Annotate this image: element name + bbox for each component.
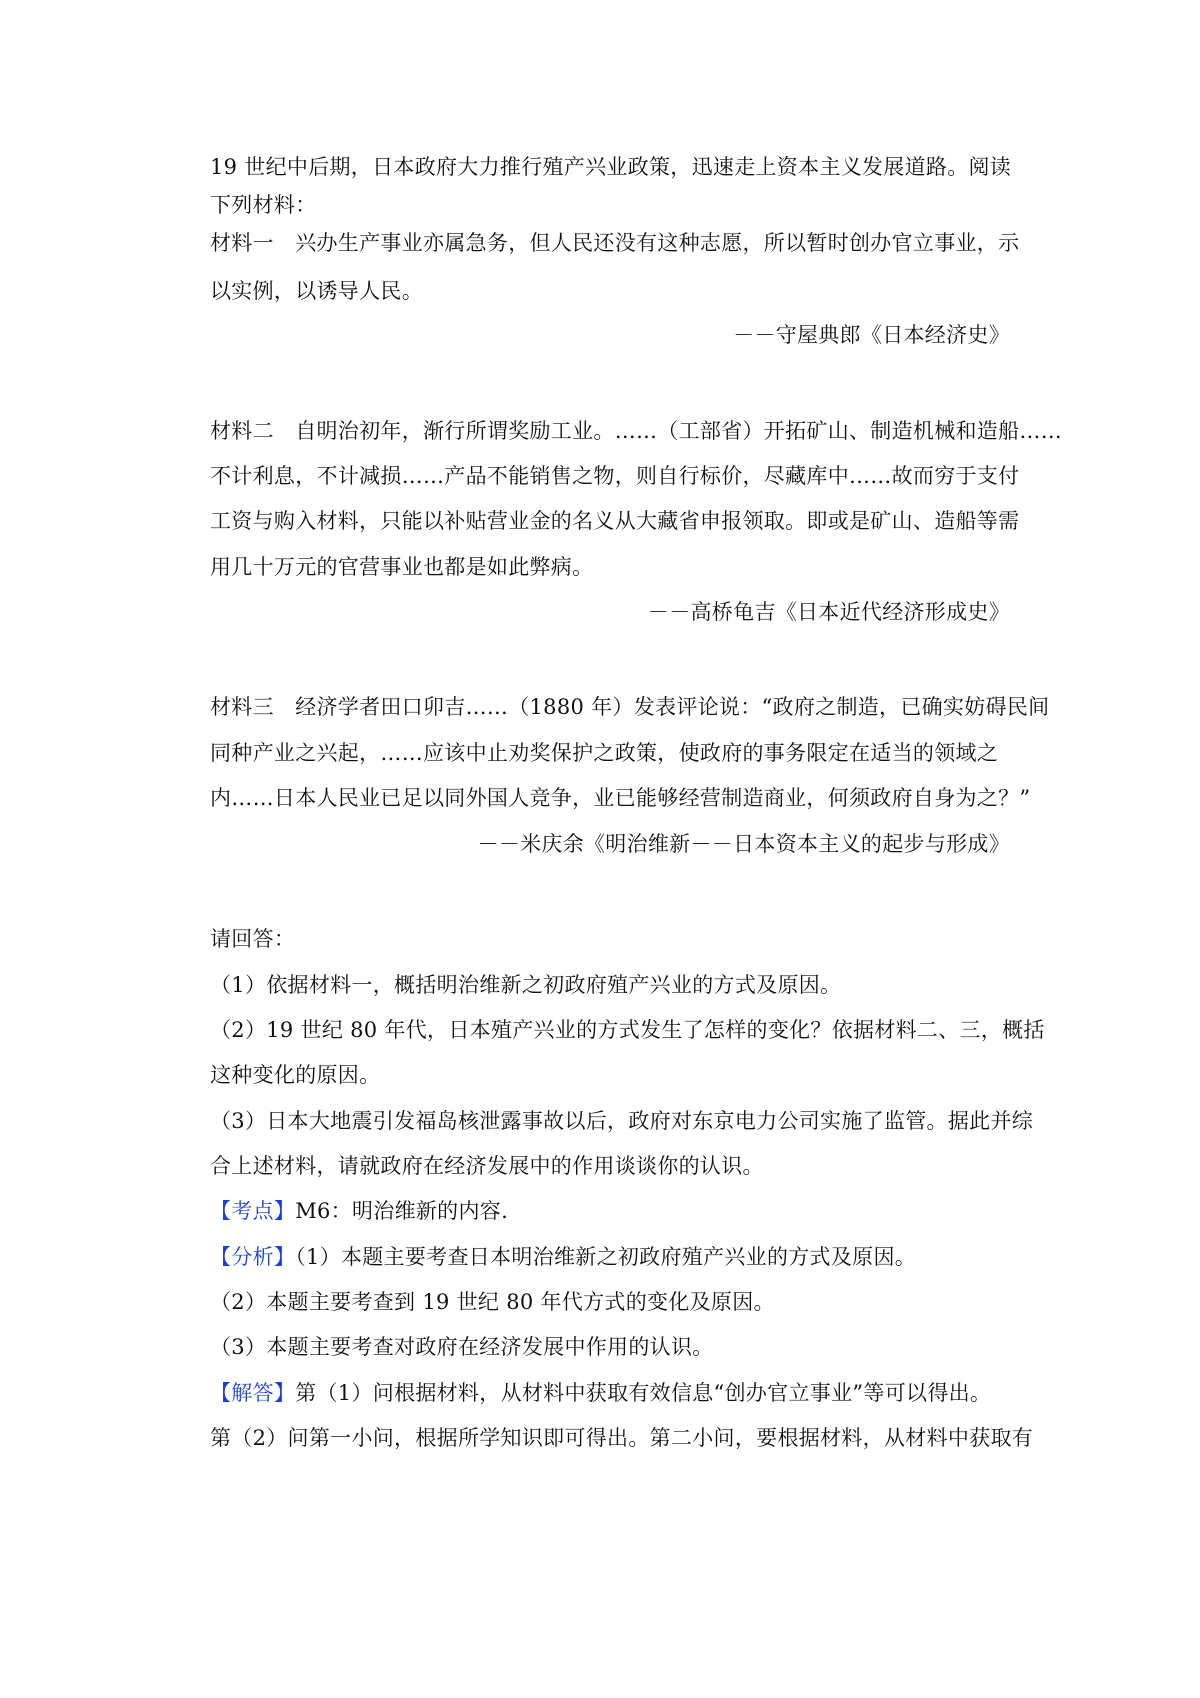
question-3-line-2: 合上述材料，请就政府在经济发展中的作用谈谈你的认识。 — [210, 1154, 764, 1178]
material-2-source: －－高桥龟吉《日本近代经济形成史》 — [647, 600, 1010, 624]
questions-prompt: 请回答： — [210, 927, 296, 951]
jieda-line-1 — [210, 1378, 1010, 1408]
question-2-line-1: （2）19 世纪 80 年代，日本殖产兴业的方式发生了怎样的变化？依据材料二、三，概括 — [210, 1018, 1045, 1042]
intro-text-tail: 读 — [989, 155, 1012, 179]
question-3-line-1: （3）日本大地震引发福岛核泄露事故以后，政府对东京电力公司实施了监管。据此并综 — [210, 1109, 1034, 1133]
jieda-line-2: 第（2）问第一小问，根据所学知识即可得出。第二小问，要根据材料，从材料中获取有 — [210, 1426, 1034, 1450]
material-1-line-2: 以实例，以诱导人民。 — [210, 279, 423, 303]
material-1-line-1: 材料一 兴办生产事业亦属急务，但人民还没有这种志愿，所以暂时创办官立事业，示 — [210, 231, 1020, 255]
intro-text: 19 世纪中后期，日本政府大力推行殖产兴业政策，迅速走上资本主义发展道路。阅 — [210, 155, 990, 179]
material-2-line-2: 不计利息，不计减损……产品不能销售之物，则自行标价，尽藏库中……故而穷于支付 — [210, 464, 1020, 488]
material-2-line-4: 用几十万元的官营事业也都是如此弊病。 — [210, 555, 594, 579]
material-2-line-1: 材料二 自明治初年，渐行所谓奖励工业。……（工部省）开拓矿山、制造机械和造船…… — [210, 419, 1062, 443]
fenxi-text-1: （1）本题主要考查日本明治维新之初政府殖产兴业的方式及原因。 — [295, 1245, 917, 1269]
material-1-source: －－守屋典郎《日本经济史》 — [733, 323, 1010, 347]
intro-line-2: 下列材料： — [210, 193, 317, 217]
material-3-line-1: 材料三 经济学者田口卯吉……（1880 年）发表评论说：“政府之制造，已确实妨碍民间 — [210, 695, 1050, 719]
question-1: （1）依据材料一，概括明治维新之初政府殖产兴业的方式及原因。 — [210, 973, 842, 997]
kaodian-tag: 【考点】 — [210, 1199, 296, 1223]
jieda-tag: 【解答】 — [210, 1381, 296, 1405]
fenxi-line-1 — [210, 1242, 1010, 1272]
question-2-line-2: 这种变化的原因。 — [210, 1063, 381, 1087]
kaodian-line — [210, 1196, 1010, 1226]
material-3-source: －－米庆余《明治维新－－日本资本主义的起步与形成》 — [477, 832, 1010, 856]
material-3-line-3: 内……日本人民业已足以同外国人竞争，业已能够经营制造商业，何须政府自身为之？” — [210, 786, 1031, 810]
jieda-text-1: 第（1）问根据材料，从材料中获取有效信息“创办官立事业”等可以得出。 — [295, 1381, 992, 1405]
material-3-line-2: 同种产业之兴起，……应该中止劝奖保护之政策，使政府的事务限定在适当的领域之 — [210, 741, 999, 765]
kaodian-text: M6：明治维新的内容. — [295, 1199, 509, 1223]
material-2-line-3: 工资与购入材料，只能以补贴营业金的名义从大藏省申报领取。即或是矿山、造船等需 — [210, 509, 1020, 533]
fenxi-line-2: （2）本题主要考查到 19 世纪 80 年代方式的变化及原因。 — [210, 1290, 775, 1314]
fenxi-tag: 【分析】 — [210, 1245, 296, 1269]
intro-line-1 — [210, 152, 1010, 182]
fenxi-line-3: （3）本题主要考查对政府在经济发展中作用的认识。 — [210, 1335, 714, 1359]
